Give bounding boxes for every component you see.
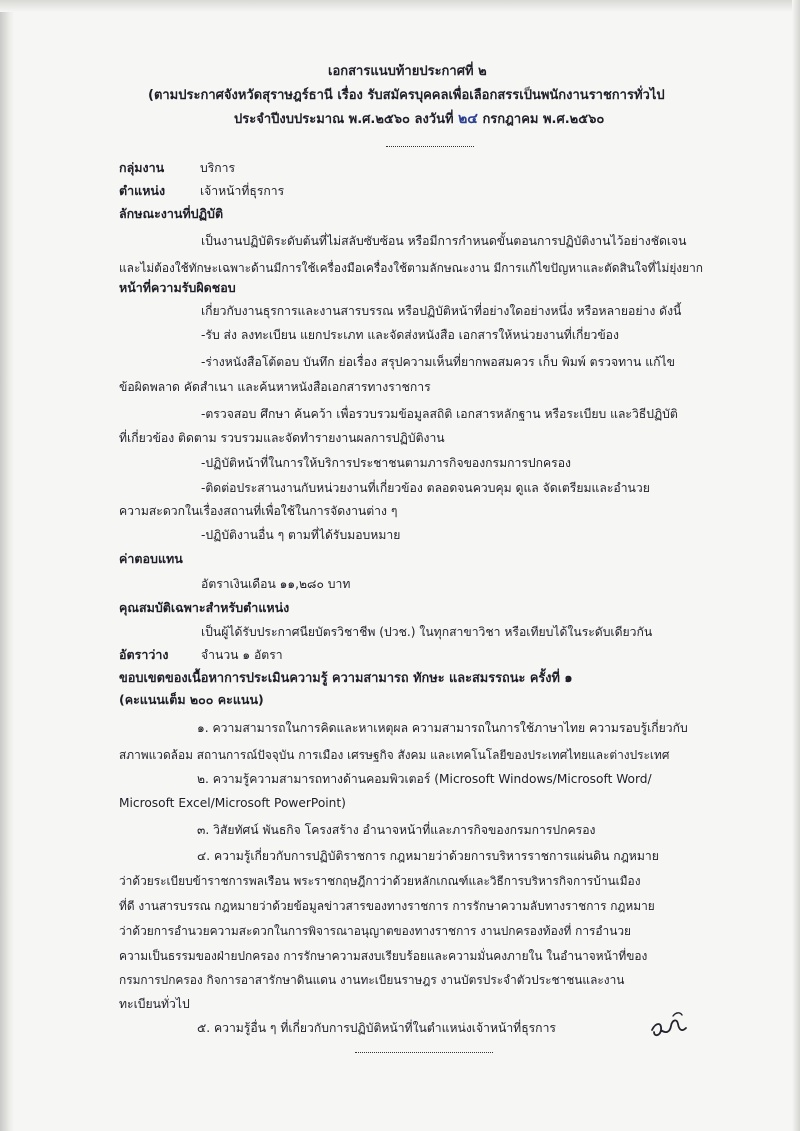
scan-edge-right — [792, 0, 800, 1131]
qualification-value: เป็นผู้ได้รับประกาศนียบัตรวิชาชีพ (ปวช.) ในทุกสาขาวิชา หรือเทียบได้ในระดับเดียวกัน — [201, 625, 653, 639]
group-label: กลุ่มงาน — [119, 160, 165, 175]
position-value: เจ้าหน้าที่ธุรการ — [200, 184, 285, 198]
document-title: เอกสารแนบท้ายประกาศที่ ๒ — [328, 64, 487, 79]
scope-score: (คะแนนเต็ม ๒๐๐ คะแนน) — [119, 692, 264, 707]
resp-intro: เกี่ยวกับงานธุรการและงานสารบรรณ หรือปฏิบัติหน้าที่อย่างใดอย่างหนึ่ง หรือหลายอย่าง ดังนี้ — [201, 304, 682, 318]
resp-item-3b: ที่เกี่ยวข้อง ติดตาม รวบรวมและจัดทำรายงานผลการปฏิบัติงาน — [119, 431, 445, 445]
scope-item-4a: ๔. ความรู้เกี่ยวกับการปฏิบัติราชการ กฎหมายว่าด้วยการบริหารราชการแผ่นดิน กฎหมาย — [197, 849, 659, 863]
compensation-heading: ค่าตอบแทน — [119, 551, 183, 566]
vacancy-value: จำนวน ๑ อัตรา — [201, 648, 283, 662]
vacancy-label: อัตราว่าง — [119, 647, 169, 662]
scope-item-4b: ว่าด้วยระเบียบข้าราชการพลเรือน พระราชกฤษฎีกาว่าด้วยหลักเกณฑ์และวิธีการบริหารกิจการบ้านเมือง — [119, 874, 641, 888]
signature-initials-icon — [646, 1008, 696, 1042]
document-date-line — [234, 111, 604, 128]
resp-item-1: -รับ ส่ง ลงทะเบียน แยกประเภท และจัดส่งหนังสือ เอกสารให้หน่วยงานที่เกี่ยวข้อง — [201, 328, 619, 342]
resp-item-5a: -ติดต่อประสานงานกับหน่วยงานที่เกี่ยวข้อง ตลอดจนควบคุม ดูแล จัดเตรียมและอำนวย — [201, 481, 650, 495]
scope-item-4c: ที่ดี งานสารบรรณ กฎหมายว่าด้วยข้อมูลข่าวสารของทางราชการ การรักษาความลับทางราชการ กฎหมาย — [119, 899, 655, 913]
scope-item-2b: Microsoft Excel/Microsoft PowerPoint) — [119, 796, 346, 810]
scope-item-4g: ทะเบียนทั่วไป — [119, 997, 190, 1011]
scan-edge-left — [0, 0, 14, 1131]
responsibilities-heading: หน้าที่ความรับผิดชอบ — [119, 280, 236, 295]
header-divider — [386, 146, 474, 147]
scan-edge-top — [0, 0, 800, 12]
date-suffix: กรกฎาคม พ.ศ.๒๕๖๐ — [482, 112, 605, 127]
scope-item-2a: ๒. ความรู้ความสามารถทางด้านคอมพิวเตอร์ (Microsoft Windows/Microsoft Word/ — [197, 772, 652, 786]
resp-item-3a: -ตรวจสอบ ศึกษา ค้นคว้า เพื่อรวบรวมข้อมูลสถิติ เอกสารหลักฐาน หรือระเบียบ และวิธีปฏิบัติ — [201, 407, 678, 421]
resp-item-2b: ข้อผิดพลาด คัดสำเนา และค้นหาหนังสือเอกสารทางราชการ — [119, 380, 431, 394]
scope-item-3: ๓. วิสัยทัศน์ พันธกิจ โครงสร้าง อำนาจหน้าที่และภารกิจของกรมการปกครอง — [197, 823, 596, 837]
handwritten-date: ๒๔ — [458, 111, 478, 127]
resp-item-4: -ปฏิบัติหน้าที่ในการให้บริการประชาชนตามภารกิจของกรมการปกครอง — [201, 456, 571, 470]
scope-item-4d: ว่าด้วยการอำนวยความสะดวกในการพิจารณาอนุญาตของทางราชการ งานปกครองท้องที่ การอำนวย — [119, 924, 632, 938]
position-label: ตำแหน่ง — [119, 183, 166, 198]
resp-item-5b: ความสะดวกในเรื่องสถานที่เพื่อใช้ในการจัดงานต่าง ๆ — [119, 504, 398, 518]
document-subtitle: (ตามประกาศจังหวัดสุราษฎร์ธานี เรื่อง รับสมัครบุคคลเพื่อเลือกสรรเป็นพนักงานราชการทั่วไป — [148, 88, 665, 103]
resp-item-6: -ปฏิบัติงานอื่น ๆ ตามที่ได้รับมอบหมาย — [201, 528, 401, 542]
nature-heading: ลักษณะงานที่ปฏิบัติ — [119, 206, 224, 221]
scope-item-4e: ความเป็นธรรมของฝ่ายปกครอง การรักษาความสงบเรียบร้อยและความมั่นคงภายใน ในอำนาจหน้าที่ของ — [119, 949, 648, 963]
scope-heading: ขอบเขตของเนื้อหาการประเมินความรู้ ความสามารถ ทักษะ และสมรรถนะ ครั้งที่ ๑ — [119, 671, 573, 686]
scope-item-1a: ๑. ความสามารถในการคิดและหาเหตุผล ความสามารถในการใช้ภาษาไทย ความรอบรู้เกี่ยวกับ — [197, 721, 688, 735]
scope-item-1b: สภาพแวดล้อม สถานการณ์ปัจจุบัน การเมือง เศรษฐกิจ สังคม และเทคโนโลยีของประเทศไทยและต่างประเทศ — [119, 748, 670, 762]
scope-item-5: ๕. ความรู้อื่น ๆ ที่เกี่ยวกับการปฏิบัติหน้าที่ในตำแหน่งเจ้าหน้าที่ธุรการ — [197, 1021, 556, 1035]
scope-item-4f: กรมการปกครอง กิจการอาสารักษาดินแดน งานทะเบียนราษฎร งานบัตรประจำตัวประชาชนและงาน — [119, 973, 625, 987]
compensation-value: อัตราเงินเดือน ๑๑,๒๘๐ บาท — [201, 577, 351, 591]
nature-line-1: เป็นงานปฏิบัติระดับต้นที่ไม่สลับซับซ้อน หรือมีการกำหนดขั้นตอนการปฏิบัติงานไว้อย่างชัดเจน — [201, 234, 687, 248]
resp-item-2a: -ร่างหนังสือโต้ตอบ บันทึก ย่อเรื่อง สรุปความเห็นที่ยากพอสมควร เก็บ พิมพ์ ตรวจทาน แก้ไข — [201, 355, 675, 369]
footer-divider — [355, 1052, 493, 1053]
group-value: บริการ — [200, 161, 236, 175]
date-prefix: ประจำปีงบประมาณ พ.ศ.๒๕๖๐ ลงวันที่ — [234, 112, 454, 127]
qualification-heading: คุณสมบัติเฉพาะสำหรับตำแหน่ง — [119, 600, 290, 615]
nature-line-2: และไม่ต้องใช้ทักษะเฉพาะด้านมีการใช้เครื่องมือเครื่องใช้ตามลักษณะงาน มีการแก้ไขปัญหาและตัดสินใจที่ไม่ยุ่งยาก — [119, 261, 703, 275]
